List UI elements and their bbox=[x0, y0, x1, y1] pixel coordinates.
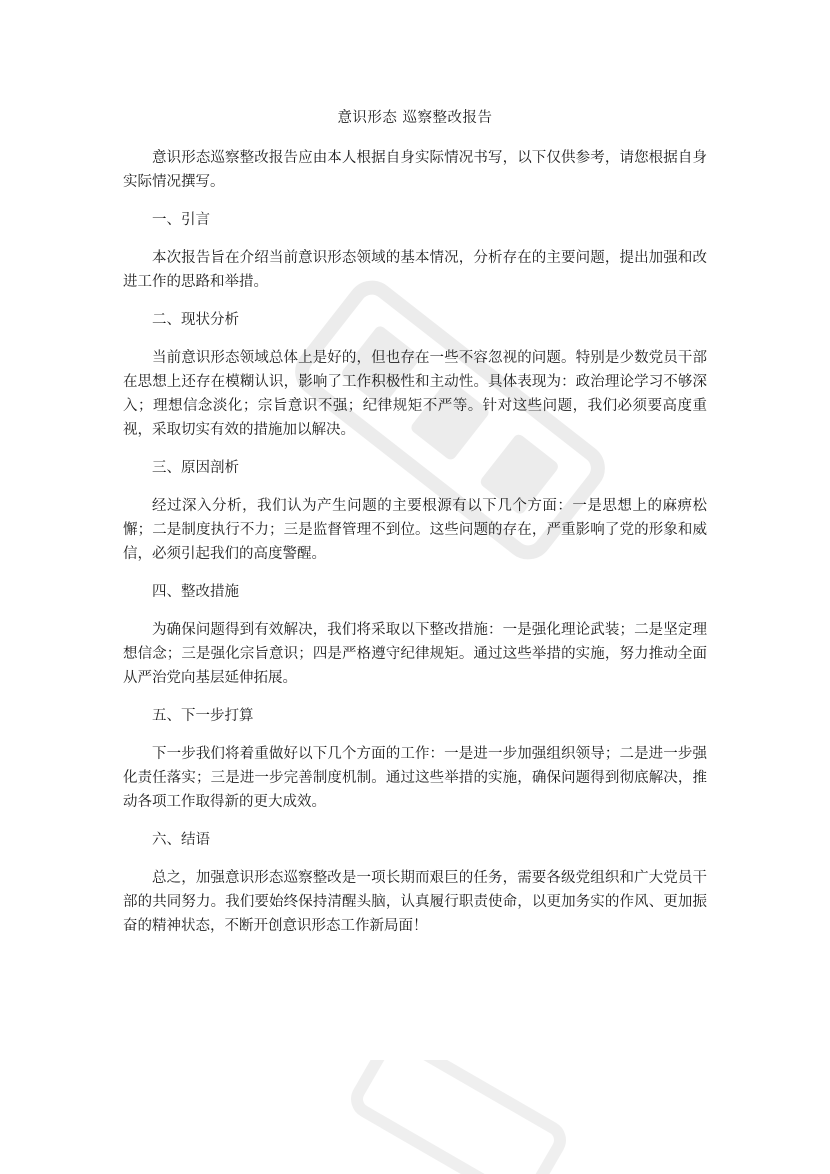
section-heading: 五、下一步打算 bbox=[152, 708, 254, 724]
section-paragraph: 当前意识形态领域总体上是好的，但也存在一些不容忽视的问题。特别是少数党员干部在思想上还存在模糊认识，影响了工作积极性和主动性。具体表现为：政治理论学习不够深入；理想信念淡化；宗旨意识不强；纪律规矩不严等。针对这些问题，我们必须要高度重视，采取切实有效的措施加以解决。 bbox=[123, 350, 707, 438]
section-heading: 三、原因剖析 bbox=[152, 460, 239, 476]
document-body bbox=[123, 146, 707, 938]
section-paragraph: 总之，加强意识形态巡察整改是一项长期而艰巨的任务，需要各级党组织和广大党员干部的共同努力。我们要始终保持清醒头脑，认真履行职责使命，以更加务实的作风、更加振奋的精神状态，不断开创意识形态工作新局面！ bbox=[123, 870, 707, 934]
document-title: 意识形态 巡察整改报告 bbox=[337, 110, 493, 126]
intro-paragraph: 意识形态巡察整改报告应由本人根据自身实际情况书写，以下仅供参考，请您根据自身实际情况撰写。 bbox=[123, 150, 707, 190]
section-heading: 二、现状分析 bbox=[152, 312, 239, 328]
section-paragraph: 经过深入分析，我们认为产生问题的主要根源有以下几个方面：一是思想上的麻痹松懈；二是制度执行不力；三是监督管理不到位。这些问题的存在，严重影响了党的形象和威信，必须引起我们的高度警醒。 bbox=[123, 498, 707, 562]
section-heading: 四、整改措施 bbox=[152, 584, 239, 600]
section-paragraph: 本次报告旨在介绍当前意识形态领域的基本情况，分析存在的主要问题，提出加强和改进工作的思路和举措。 bbox=[123, 250, 707, 290]
watermark-image bbox=[330, 1060, 590, 1174]
section-paragraph: 为确保问题得到有效解决，我们将采取以下整改措施：一是强化理论武装；二是坚定理想信念；三是强化宗旨意识；四是严格遵守纪律规矩。通过这些举措的实施，努力推动全面从严治党向基层延伸拓展。 bbox=[123, 622, 707, 686]
section-paragraph: 下一步我们将着重做好以下几个方面的工作：一是进一步加强组织领导；二是进一步强化责任落实；三是进一步完善制度机制。通过这些举措的实施，确保问题得到彻底解决，推动各项工作取得新的更大成效。 bbox=[123, 746, 707, 810]
section-heading: 一、引言 bbox=[152, 212, 210, 228]
section-heading: 六、结语 bbox=[152, 832, 210, 848]
